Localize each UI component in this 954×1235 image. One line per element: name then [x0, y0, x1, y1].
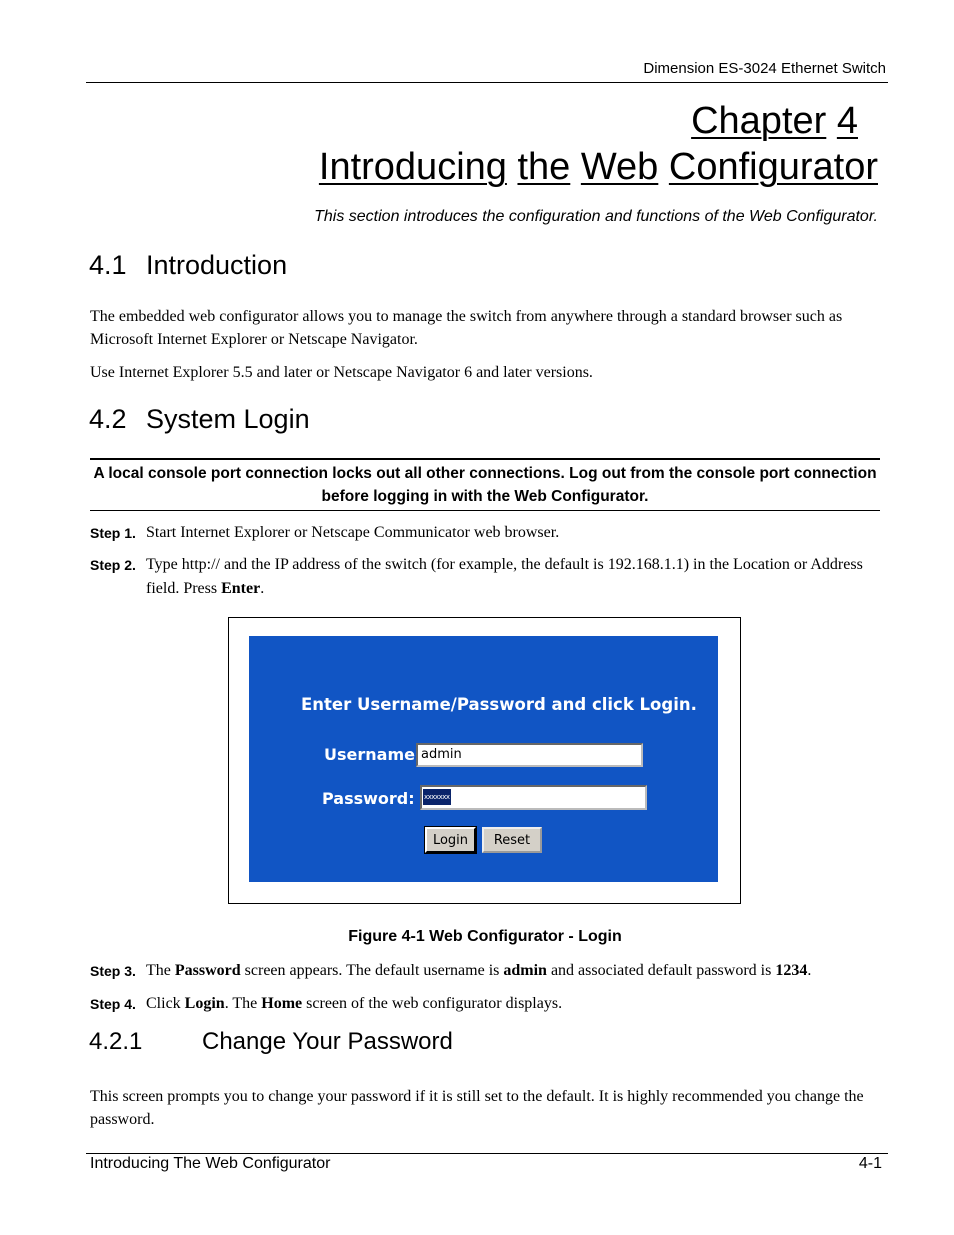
step-text: Start Internet Explorer or Netscape Communicator web browser.: [146, 524, 560, 541]
paragraph: The embedded web configurator allows you to manage the switch from anywhere through a standard browser such as Microsoft Internet Explorer or Netscape Navigator.: [90, 308, 843, 348]
chapter-title: [319, 146, 878, 189]
header-rule: [86, 82, 888, 83]
login-heading: Enter Username/Password and click Login.: [301, 695, 697, 714]
chapter-label: Chapter: [691, 100, 827, 142]
step-label: Step 3.: [90, 963, 136, 979]
note-text: A local console port connection locks out all other connections. Log out from the console port connection before logging in with the Web Configurator.: [93, 465, 877, 505]
step-label: Step 2.: [90, 557, 136, 573]
chapter-heading: [691, 100, 858, 143]
reset-button[interactable]: Reset: [482, 827, 542, 853]
section-number: 4.1: [89, 250, 127, 280]
chapter-title-word: the: [517, 146, 571, 188]
section-title: Change Your Password: [202, 1028, 453, 1055]
step-item: [90, 521, 880, 545]
password-input[interactable]: [420, 785, 647, 810]
step-text: Type http:// and the IP address of the switch (for example, the default is 192.168.1.1) in the Location or Address field. Press Enter.: [146, 556, 863, 597]
chapter-title-word: Web: [580, 146, 659, 188]
step-item: [90, 959, 880, 983]
step-item: [90, 992, 880, 1016]
login-button[interactable]: Login: [425, 827, 476, 853]
step-text: Click Login. The Home screen of the web configurator displays.: [146, 995, 563, 1012]
section-number: 4.2: [89, 404, 127, 434]
section-heading-system-login: [89, 404, 310, 435]
running-header: Dimension ES-3024 Ethernet Switch: [643, 60, 886, 77]
chapter-title-word: Configurator: [668, 146, 878, 188]
login-panel: [249, 636, 718, 882]
step-label: Step 4.: [90, 996, 136, 1012]
note-box: [90, 458, 880, 511]
paragraph: This screen prompts you to change your password if it is still set to the default. It is highly recommended you change the password.: [90, 1088, 864, 1128]
password-label: Password:: [322, 789, 415, 808]
footer-title: Introducing The Web Configurator: [90, 1155, 331, 1172]
chapter-intro: This section introduces the configuration and functions of the Web Configurator.: [314, 208, 878, 225]
footer-rule: [86, 1153, 888, 1154]
step-item: [90, 553, 880, 601]
subsection-heading-change-password: [89, 1028, 453, 1056]
username-label: Username: [324, 745, 415, 764]
paragraph: Use Internet Explorer 5.5 and later or Netscape Navigator 6 and later versions.: [90, 364, 593, 381]
chapter-number: 4: [836, 100, 858, 142]
section-number: 4.2.1: [89, 1028, 143, 1055]
step-text: The Password screen appears. The default username is admin and associated default password is 1234.: [146, 962, 812, 979]
figure-caption: Figure 4-1 Web Configurator - Login: [348, 928, 622, 945]
section-title: System Login: [146, 404, 310, 434]
password-mask: xxxxxxx: [423, 789, 451, 805]
page-number: 4-1: [858, 1155, 882, 1172]
step-label: Step 1.: [90, 525, 136, 541]
section-title: Introduction: [146, 250, 288, 280]
section-heading-introduction: [89, 250, 287, 281]
chapter-title-word: Introducing: [318, 146, 507, 188]
username-input[interactable]: admin: [416, 743, 643, 767]
